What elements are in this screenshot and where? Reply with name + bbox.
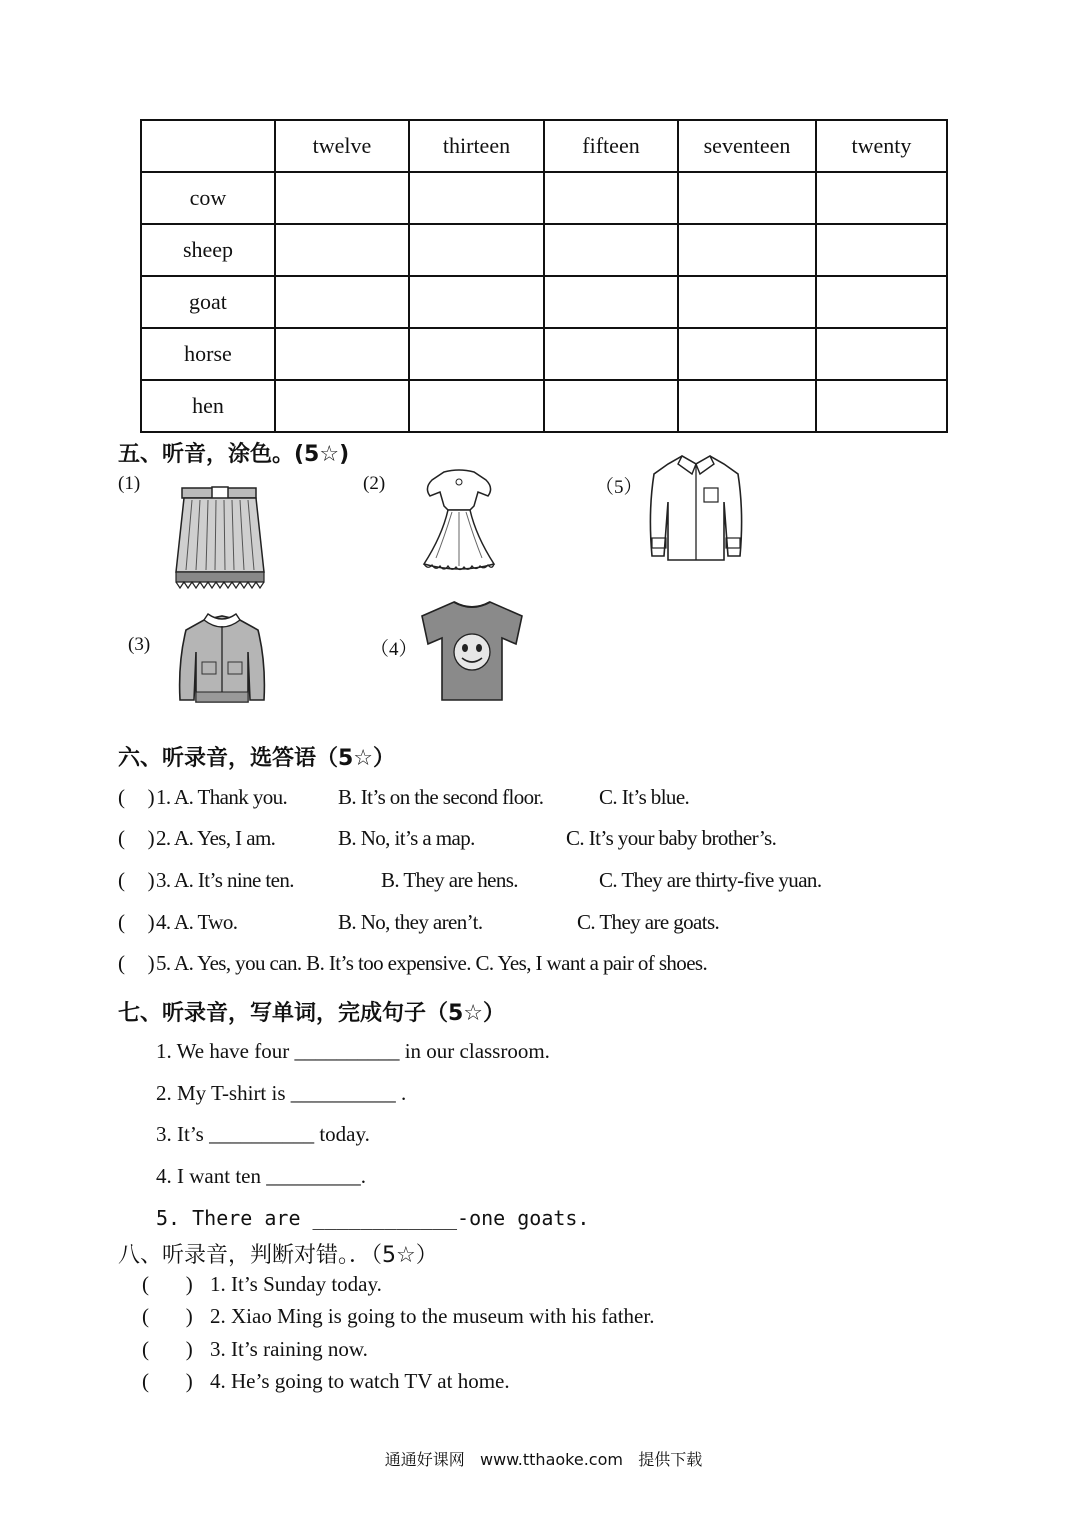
section8-title: 八、听录音，判断对错。．（5☆） bbox=[118, 1243, 438, 1268]
question-option-b: B. It’s on the second floor. bbox=[338, 785, 544, 809]
item-label: （5） bbox=[595, 477, 643, 498]
table-header-cell: twenty bbox=[816, 120, 947, 172]
fill-in-sentence[interactable]: 3. It’s __________ today. bbox=[156, 1122, 370, 1146]
tshirt-image[interactable] bbox=[416, 598, 528, 704]
fill-in-sentence[interactable]: 5. There are ____________-one goats. bbox=[156, 1206, 590, 1230]
question-option-c: C. They are thirty-five yuan. bbox=[599, 868, 822, 892]
table-header-cell: seventeen bbox=[678, 120, 816, 172]
answer-bracket[interactable]: ( ) bbox=[142, 1369, 193, 1393]
answer-cell[interactable] bbox=[678, 224, 816, 276]
answer-cell[interactable] bbox=[275, 276, 409, 328]
animal-number-table bbox=[140, 119, 948, 433]
question-option-a: 2. A. Yes, I am. bbox=[156, 826, 276, 850]
section7-title: 七、听录音，写单词，完成句子（5☆） bbox=[118, 1001, 506, 1026]
answer-bracket[interactable]: ( ) bbox=[118, 785, 155, 809]
question-option-a: 1. A. Thank you. bbox=[156, 785, 288, 809]
answer-cell[interactable] bbox=[275, 328, 409, 380]
table-header-cell bbox=[141, 120, 275, 172]
answer-bracket[interactable]: ( ) bbox=[118, 951, 155, 975]
answer-cell[interactable] bbox=[544, 224, 678, 276]
answer-cell[interactable] bbox=[275, 172, 409, 224]
item-label: （4） bbox=[370, 639, 418, 660]
statement-text: 1. It’s Sunday today. bbox=[210, 1272, 382, 1296]
answer-cell[interactable] bbox=[678, 380, 816, 432]
answer-cell[interactable] bbox=[816, 380, 947, 432]
table-header-cell: thirteen bbox=[409, 120, 544, 172]
fill-in-sentence[interactable]: 1. We have four __________ in our classroom. bbox=[156, 1039, 550, 1063]
table-row bbox=[141, 328, 947, 380]
row-label: goat bbox=[141, 276, 275, 328]
item-label: (3) bbox=[128, 634, 151, 655]
dress-image[interactable] bbox=[414, 466, 504, 578]
table-row bbox=[141, 172, 947, 224]
fill-in-sentence[interactable]: 2. My T-shirt is __________ . bbox=[156, 1081, 407, 1105]
table-row bbox=[141, 380, 947, 432]
answer-cell[interactable] bbox=[678, 172, 816, 224]
table-row bbox=[141, 276, 947, 328]
answer-cell[interactable] bbox=[409, 224, 544, 276]
table-header-cell: fifteen bbox=[544, 120, 678, 172]
question-option-a: 3. A. It’s nine ten. bbox=[156, 868, 294, 892]
answer-cell[interactable] bbox=[409, 172, 544, 224]
page-footer: 通通好课网 www.tthaoke.com 提供下载 bbox=[384, 1450, 703, 1469]
row-label: hen bbox=[141, 380, 275, 432]
answer-cell[interactable] bbox=[816, 328, 947, 380]
answer-bracket[interactable]: ( ) bbox=[142, 1337, 193, 1361]
answer-cell[interactable] bbox=[816, 172, 947, 224]
table-row bbox=[141, 224, 947, 276]
answer-bracket[interactable]: ( ) bbox=[118, 826, 155, 850]
table-header-row bbox=[141, 120, 947, 172]
answer-cell[interactable] bbox=[544, 276, 678, 328]
answer-cell[interactable] bbox=[544, 328, 678, 380]
answer-cell[interactable] bbox=[275, 380, 409, 432]
question-option-a: 4. A. Two. bbox=[156, 910, 238, 934]
question-option-b: B. No, they aren’t. bbox=[338, 910, 483, 934]
table-header-cell: twelve bbox=[275, 120, 409, 172]
answer-cell[interactable] bbox=[409, 276, 544, 328]
answer-bracket[interactable]: ( ) bbox=[118, 910, 155, 934]
question-option-b: B. They are hens. bbox=[381, 868, 518, 892]
question-option-c: C. They are goats. bbox=[577, 910, 720, 934]
fill-in-sentence[interactable]: 4. I want ten _________. bbox=[156, 1164, 366, 1188]
answer-bracket[interactable]: ( ) bbox=[118, 868, 155, 892]
row-label: sheep bbox=[141, 224, 275, 276]
row-label: cow bbox=[141, 172, 275, 224]
question-text: 5. A. Yes, you can. B. It’s too expensive. C. Yes, I want a pair of shoes. bbox=[156, 951, 708, 975]
section5-title: 五、听音，涂色。(5☆) bbox=[118, 442, 350, 467]
answer-cell[interactable] bbox=[544, 380, 678, 432]
answer-cell[interactable] bbox=[678, 328, 816, 380]
item-label: (1) bbox=[118, 473, 141, 494]
question-option-c: C. It’s blue. bbox=[599, 785, 690, 809]
answer-cell[interactable] bbox=[678, 276, 816, 328]
skirt-image[interactable] bbox=[170, 484, 270, 594]
jacket-image[interactable] bbox=[176, 612, 268, 706]
answer-cell[interactable] bbox=[816, 224, 947, 276]
statement-text: 2. Xiao Ming is going to the museum with his father. bbox=[210, 1304, 655, 1328]
section6-title: 六、听录音，选答语（5☆） bbox=[118, 746, 396, 771]
question-option-c: C. It’s your baby brother’s. bbox=[566, 826, 777, 850]
row-label: horse bbox=[141, 328, 275, 380]
answer-cell[interactable] bbox=[816, 276, 947, 328]
answer-cell[interactable] bbox=[275, 224, 409, 276]
statement-text: 3. It’s raining now. bbox=[210, 1337, 368, 1361]
shirt-image[interactable] bbox=[646, 452, 746, 564]
statement-text: 4. He’s going to watch TV at home. bbox=[210, 1369, 510, 1393]
answer-bracket[interactable]: ( ) bbox=[142, 1272, 193, 1296]
item-label: (2) bbox=[363, 473, 386, 494]
answer-cell[interactable] bbox=[544, 172, 678, 224]
answer-cell[interactable] bbox=[409, 380, 544, 432]
answer-bracket[interactable]: ( ) bbox=[142, 1304, 193, 1328]
question-option-b: B. No, it’s a map. bbox=[338, 826, 475, 850]
answer-cell[interactable] bbox=[409, 328, 544, 380]
